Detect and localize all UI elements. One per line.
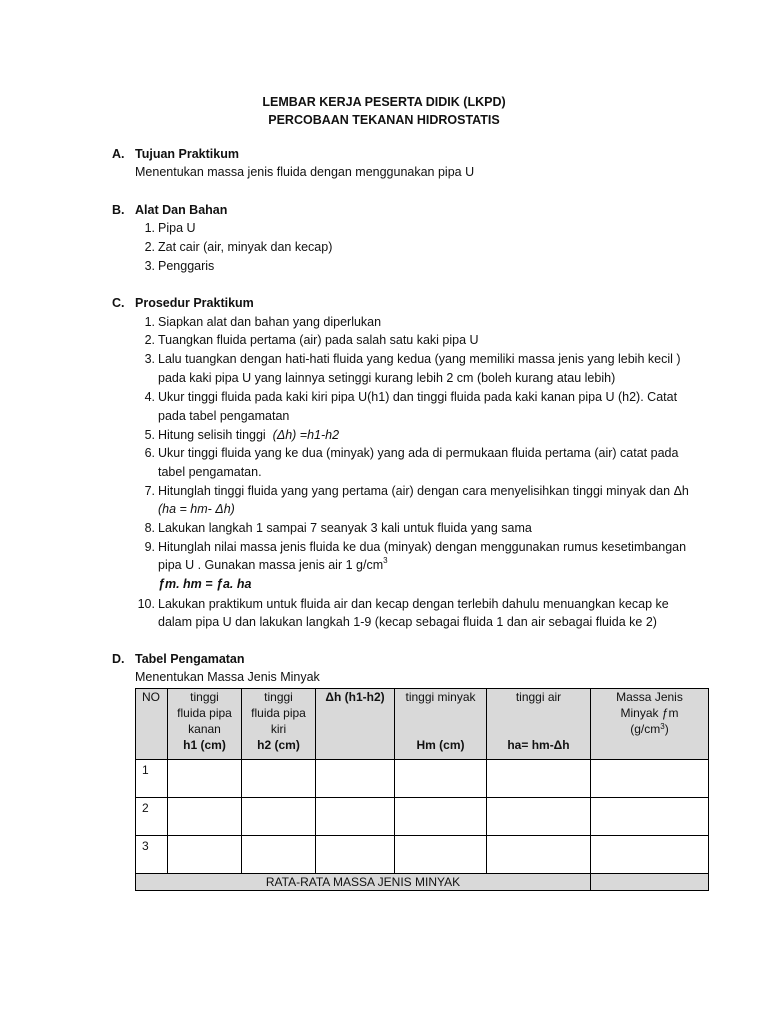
- table-cell[interactable]: [591, 760, 709, 798]
- header-unit: ha= hm-Δh: [507, 738, 570, 752]
- section-d-heading: Tabel Pengamatan: [135, 652, 245, 666]
- list-item: Lakukan praktikum untuk fluida air dan kecap dengan terlebih dahulu menuangkan kecap ke: [158, 597, 669, 611]
- header-text: tinggi air: [515, 690, 562, 704]
- formula: ƒm. hm = ƒa. ha: [158, 577, 252, 591]
- list-item-number: 8.: [144, 521, 155, 535]
- section-a-heading: Tujuan Praktikum: [135, 147, 239, 161]
- list-item: Hitunglah nilai massa jenis fluida ke dua (minyak) dengan menggunakan rumus kesetimbangan: [158, 540, 687, 554]
- header-text: Δh (h1-h2): [325, 690, 385, 704]
- list-item: Siapkan alat dan bahan yang diperlukan: [158, 315, 382, 329]
- header-unit: [591, 721, 708, 737]
- header-text: Minyak ƒm: [620, 706, 679, 720]
- header-text: tinggi: [190, 690, 219, 704]
- list-item-number: 4.: [144, 390, 155, 404]
- list-item-continuation: dalam pipa U dan lakukan langkah 1-9 (kecap sebagai fluida 1 dan air sebagai fluida ke 2): [158, 615, 657, 629]
- table-footer-row: [136, 874, 709, 891]
- section-c-heading: Prosedur Praktikum: [135, 296, 254, 310]
- table-cell[interactable]: [168, 836, 242, 874]
- list-item-number: 9.: [144, 540, 155, 554]
- table-cell[interactable]: [242, 760, 316, 798]
- document-title: LEMBAR KERJA PESERTA DIDIK (LKPD): [262, 95, 506, 109]
- column-header-h1: [168, 689, 242, 760]
- table-cell[interactable]: [242, 798, 316, 836]
- list-item-continuation: [158, 558, 388, 572]
- list-item: Pipa U: [158, 221, 196, 235]
- list-item-text: Hitung selisih tinggi: [158, 428, 266, 442]
- table-row: [136, 760, 709, 798]
- table-cell[interactable]: [316, 836, 395, 874]
- table-cell[interactable]: [487, 760, 591, 798]
- superscript: 3: [383, 556, 388, 565]
- list-item: Ukur tinggi fluida yang ke dua (minyak) yang ada di permukaan fluida pertama (air) catat pada: [158, 446, 679, 460]
- table-cell[interactable]: [395, 760, 487, 798]
- table-cell[interactable]: [487, 798, 591, 836]
- list-item-number: 1.: [144, 315, 155, 329]
- section-d-letter: D.: [112, 652, 125, 666]
- table-row: [136, 798, 709, 836]
- header-text: fluida pipa: [177, 706, 232, 720]
- table-cell[interactable]: [591, 798, 709, 836]
- list-item: Lakukan langkah 1 sampai 7 seanyak 3 kali untuk fluida yang sama: [158, 521, 532, 535]
- table-cell[interactable]: [591, 836, 709, 874]
- list-item: Penggaris: [158, 259, 215, 273]
- list-item-number: 10.: [137, 597, 155, 611]
- table-cell[interactable]: [316, 798, 395, 836]
- table-cell[interactable]: [395, 836, 487, 874]
- list-item-number: 2.: [144, 333, 155, 347]
- header-text: kanan: [188, 722, 221, 736]
- header-text: fluida pipa: [251, 706, 306, 720]
- column-header-h2: [242, 689, 316, 760]
- list-item-continuation: pada tabel pengamatan: [158, 409, 290, 423]
- list-item-continuation: tabel pengamatan.: [158, 465, 262, 479]
- table-header-row: [136, 689, 709, 760]
- section-a-text: Menentukan massa jenis fluida dengan menggunakan pipa U: [135, 165, 475, 179]
- list-item: Ukur tinggi fluida pada kaki kiri pipa U(h1) dan tinggi fluida pada kaki kanan pipa U (h2). Catat: [158, 390, 678, 404]
- header-unit: h2 (cm): [257, 738, 300, 752]
- formula: (Δh) =h1-h2: [272, 428, 340, 442]
- list-item: Lalu tuangkan dengan hati-hati fluida yang kedua (yang memiliki massa jenis yang lebih kecil ): [158, 352, 681, 366]
- list-item-number: 3.: [144, 352, 155, 366]
- header-unit: Hm (cm): [416, 738, 465, 752]
- row-number: 2: [136, 798, 168, 836]
- table-caption: Menentukan Massa Jenis Minyak: [135, 670, 320, 684]
- header-text: kiri: [270, 722, 287, 736]
- list-item: Tuangkan fluida pertama (air) pada salah satu kaki pipa U: [158, 333, 479, 347]
- header-text: tinggi minyak: [405, 690, 476, 704]
- document-subtitle: PERCOBAAN TEKANAN HIDROSTATIS: [268, 113, 500, 127]
- header-text: tinggi: [264, 690, 293, 704]
- table-cell[interactable]: [242, 836, 316, 874]
- table-cell[interactable]: [168, 798, 242, 836]
- list-item-text: pipa U . Gunakan massa jenis air 1 g/cm: [158, 558, 384, 572]
- table-cell[interactable]: [168, 760, 242, 798]
- section-c-letter: C.: [112, 296, 125, 310]
- header-text: Massa Jenis: [616, 690, 683, 704]
- list-item-number: 1.: [144, 221, 155, 235]
- list-item-number: 7.: [144, 484, 155, 498]
- list-item: Zat cair (air, minyak dan kecap): [158, 240, 333, 254]
- section-b-heading: Alat Dan Bahan: [135, 203, 228, 217]
- header-unit: h1 (cm): [183, 738, 226, 752]
- header-text: NO: [142, 690, 160, 704]
- list-item-number: 5.: [144, 428, 155, 442]
- list-item-number: 2.: [144, 240, 155, 254]
- formula: (ha = hm- Δh): [158, 502, 235, 516]
- list-item: [158, 428, 339, 442]
- column-header-density: [591, 689, 709, 760]
- row-number: 3: [136, 836, 168, 874]
- average-value-cell[interactable]: [591, 874, 709, 891]
- table-cell[interactable]: [316, 760, 395, 798]
- section-b-letter: B.: [112, 203, 125, 217]
- average-label: RATA-RATA MASSA JENIS MINYAK: [136, 874, 591, 891]
- column-header-hm: [395, 689, 487, 760]
- column-header-no: [136, 689, 168, 760]
- list-item-continuation: pada kaki pipa U yang lainnya setinggi kurang lebih 2 cm (boleh kurang atau lebih): [158, 371, 616, 385]
- list-item: Hitunglah tinggi fluida yang yang pertama (air) dengan cara menyelisihkan tinggi minyak dan Δh: [158, 484, 689, 498]
- section-a-letter: A.: [112, 147, 125, 161]
- observation-table: [135, 688, 709, 891]
- row-number: 1: [136, 760, 168, 798]
- table-cell[interactable]: [487, 836, 591, 874]
- superscript: 3: [660, 722, 665, 731]
- list-item-number: 3.: [144, 259, 155, 273]
- table-row: [136, 836, 709, 874]
- header-unit-text: (g/cm: [630, 722, 661, 736]
- header-unit-text: ): [664, 722, 669, 736]
- column-header-ha: [487, 689, 591, 760]
- list-item-number: 6.: [144, 446, 155, 460]
- table-cell[interactable]: [395, 798, 487, 836]
- column-header-delta-h: [316, 689, 395, 760]
